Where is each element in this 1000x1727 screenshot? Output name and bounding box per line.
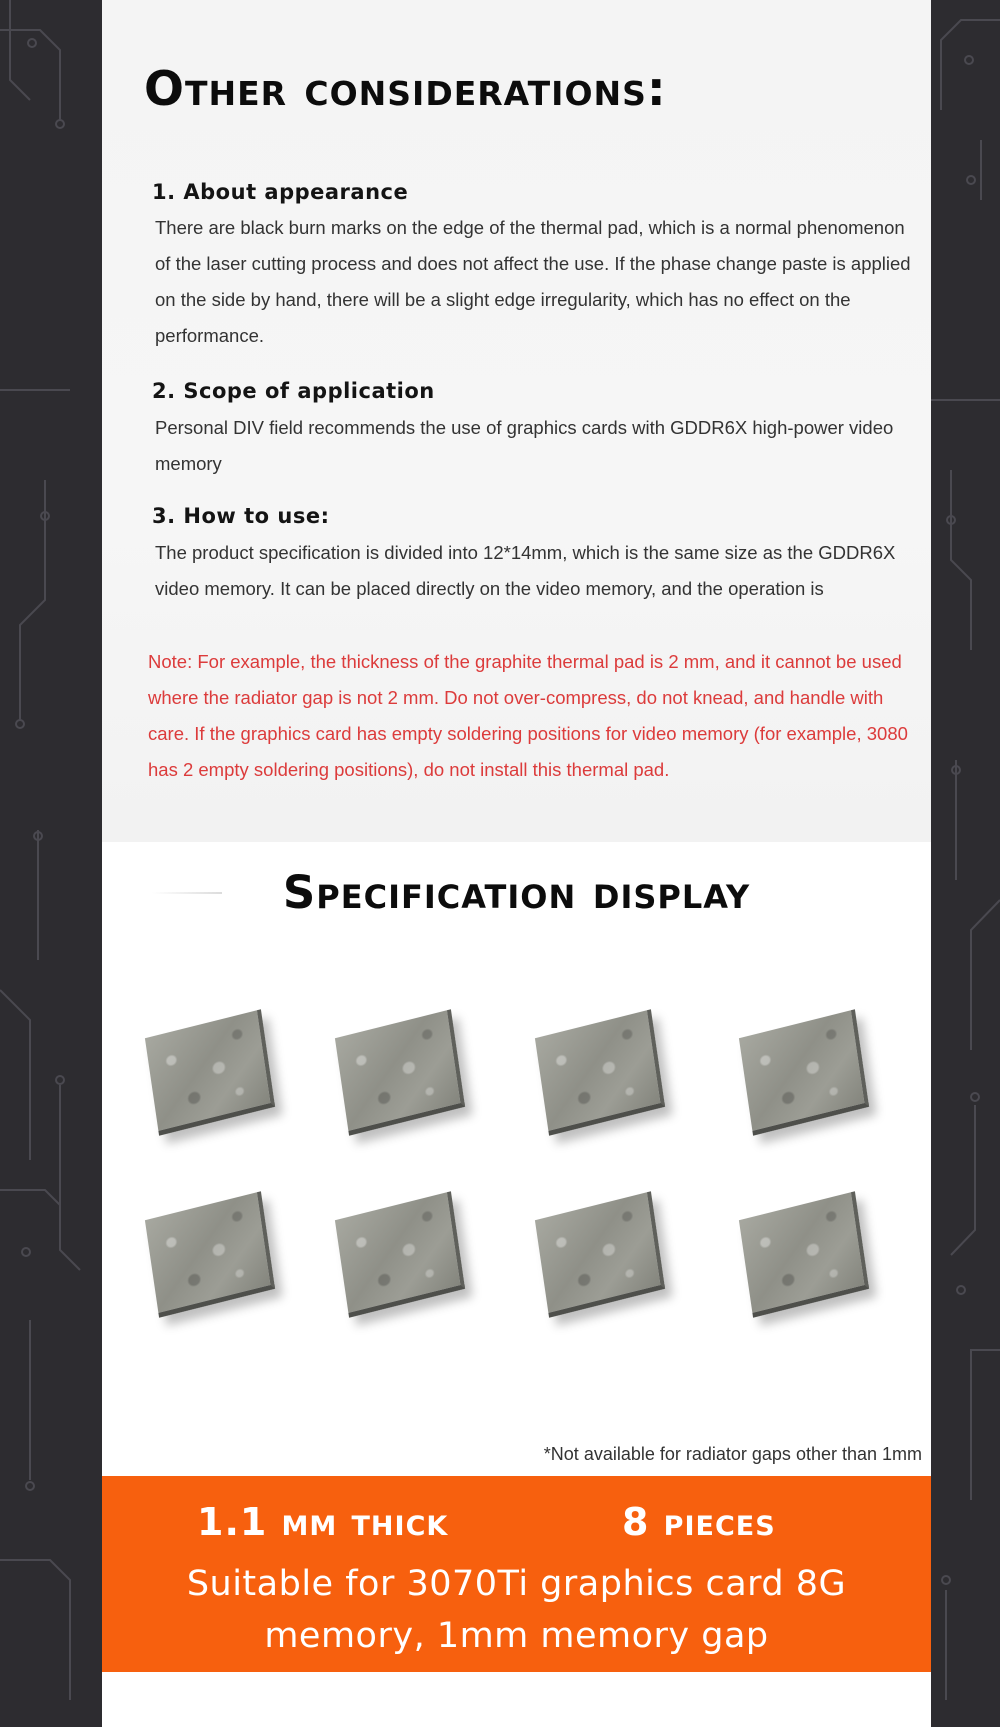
radiator-gap-footnote: *Not available for radiator gaps other than 1mm [543, 1444, 922, 1464]
thermal-pad [335, 1009, 465, 1135]
considerations-title: Other considerations: [144, 62, 667, 117]
thermal-pad [145, 1191, 275, 1317]
usage-heading: 3. How to use: [152, 504, 330, 528]
thickness-label: 1.1 mm thick [197, 1500, 449, 1544]
pieces-label: 8 pieces [622, 1500, 776, 1544]
scope-heading: 2. Scope of application [152, 379, 435, 403]
suitability-text: Suitable for 3070Ti graphics card 8G memory, 1mm memory gap [186, 1564, 847, 1656]
note-warning: Note: For example, the thickness of the graphite thermal pad is 2 mm, and it cannot be used where the radiator gap is not 2 mm. Do not over-compress, do not knead, and handle with care. If the graphics card has empty soldering positions for video memory (for example, 3080 has 2 empty soldering positions), do not install this thermal pad. [148, 651, 908, 780]
thermal-pad [535, 1191, 665, 1317]
thermal-pad [145, 1009, 275, 1135]
thermal-pads-image [142, 1000, 922, 1340]
circuit-background-right [931, 0, 1000, 1727]
thermal-pad [335, 1191, 465, 1317]
thermal-pad [739, 1009, 869, 1135]
considerations-section [102, 0, 931, 842]
appearance-text: There are black burn marks on the edge of the thermal pad, which is a normal phenomenon of the laser cutting process and does not affect the use. If the phase change paste is applied on the side by hand, there will be a slight edge irregularity, which has no effect on the performance. [155, 217, 911, 346]
specification-title: Specification display [282, 866, 751, 919]
thermal-pad [535, 1009, 665, 1135]
circuit-background-left [0, 0, 102, 1727]
usage-text: The product specification is divided into 12*14mm, which is the same size as the GDDR6X video memory. It can be placed directly on the video memory, and the operation is [155, 542, 896, 599]
product-detail-page [102, 0, 931, 1727]
banner-specs-row [102, 1500, 931, 1550]
spec-banner [102, 1476, 931, 1672]
scope-text: Personal DIV field recommends the use of graphics cards with GDDR6X high-power video memory [155, 417, 894, 474]
thermal-pad [739, 1191, 869, 1317]
appearance-heading: 1. About appearance [152, 180, 409, 204]
